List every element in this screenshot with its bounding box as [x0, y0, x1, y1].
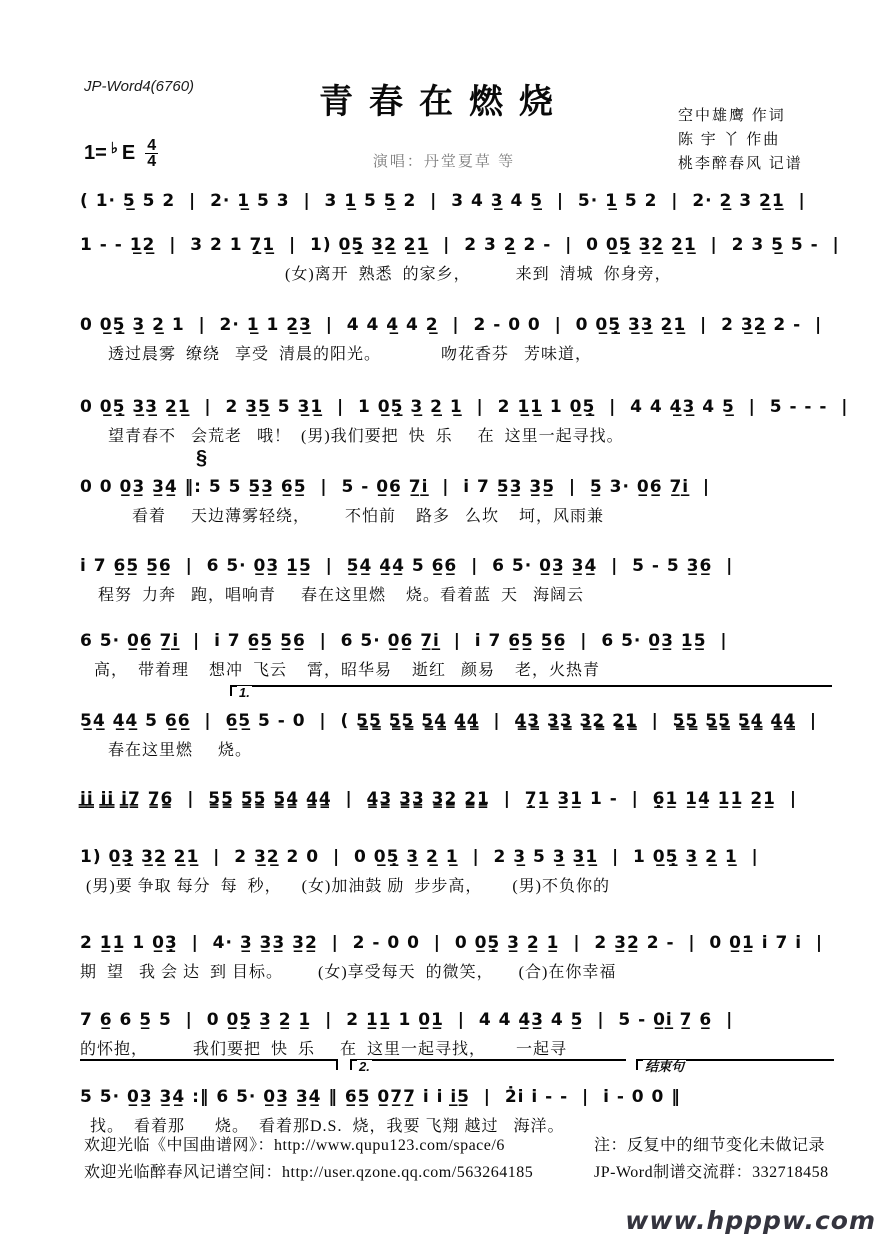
key-signature — [84, 138, 158, 169]
key-tonic: E — [121, 142, 136, 164]
music-system — [80, 844, 836, 898]
lyrics-line: 的怀抱， 我们要把 快 乐 在 这里一起寻找， 一起寻 — [80, 1041, 568, 1058]
notation-line: 2 1̲1̲ 1 0̲3̣̲ | 4· 3̲ 3̲3̲ 3̲2̲ | 2 - 0 0 | 0 0̲5̣̲ 3̲ 2̲ 1̲ | 2 3̲2̲ 2 - | 0 0̲1̲ i 7 i | — [80, 933, 824, 953]
time-signature — [145, 138, 158, 169]
music-system — [80, 553, 836, 607]
lyricist-credit: 空中雄鹰 作词 — [678, 108, 786, 124]
lyrics-line: (男)要 争取 每分 每 秒， (女)加油鼓 励 步步高， (男)不负你的 — [86, 878, 610, 895]
music-system — [80, 1007, 836, 1061]
lyrics-line: 程努 力奔 跑，唱响青 春在这里燃 烧。看着蓝 天 海阔云 — [98, 587, 585, 604]
music-system — [80, 786, 836, 812]
music-system — [80, 188, 836, 214]
notation-line: i 7 6̲5̲ 5̲6̲ | 6 5· 0̲3̲ 1̲5̲ | 5̲4̲ 4̲4̲ 5 6̲6̲ | 6 5· 0̲3̲ 3̲4̲ | 5 - 5 3̲6̲ | — [80, 556, 734, 576]
notation-line: 1 - - 1̲2̲ | 3 2 1 7̣̲1̲ | 1) 0̲5̣̲ 3̲2̲ 2̲1̲ | 2 3 2̲ 2 - | 0 0̲5̣̲ 3̲2̲ 2̲1̲ | 2 3 5̲ 5 - | — [80, 235, 840, 255]
music-system — [80, 685, 836, 762]
lyrics-line: 透过晨雾 缭绕 享受 清晨的阳光。 吻花香芬 芳味道， — [108, 346, 593, 363]
key-prefix: 1= — [84, 142, 107, 164]
meter-denominator: 4 — [147, 153, 157, 170]
lyrics-line: 望青春不 会荒老 哦！ (男)我们要把 快 乐 在 这里一起寻找。 — [108, 428, 624, 445]
first-ending-label: 1. — [239, 685, 250, 700]
site-link-line: 欢迎光临《中国曲谱网》：http://www.qupu123.com/space/6 — [84, 1137, 505, 1154]
music-system — [80, 447, 836, 528]
composer-credit: 陈 宇 丫 作曲 — [678, 132, 781, 148]
credits-block — [678, 104, 803, 176]
lyrics-line: (女)离开 熟悉 的家乡， 来到 清城 你身旁， — [285, 266, 672, 283]
notation-line: 0 0̲5̣̲ 3̲3̲ 2̲1̲ | 2 3̲5̲ 5 3̲1̲ | 1 0̲5̣̲ 3̲ 2̲ 1̲ | 2 1̲1̲ 1 0̲5̣̲ | 4 4 4̲3̲ 4 5̲ | 5 - - - | — [80, 397, 849, 417]
lyrics-line: 期 望 我 会 达 到 目标。 (女)享受每天 的微笑， (合)在你幸福 — [80, 964, 617, 981]
song-title: 青春在燃烧 — [319, 84, 569, 121]
second-ending-label: 2. — [359, 1059, 370, 1074]
notation-line: 6 5· 0̲6̲ 7̲i̲ | i 7 6̲5̲ 5̲6̲ | 6 5· 0̲6̲ 7̲i̲ | i 7 6̲5̲ 5̲6̲ | 6 5· 0̲3̲ 1̲5̲ | — [80, 631, 728, 651]
footer-left-block — [84, 1132, 533, 1186]
bracket-tick — [336, 1059, 338, 1070]
music-system — [80, 312, 836, 366]
bracket-tick — [350, 1059, 352, 1070]
music-system — [80, 1059, 836, 1138]
music-system — [80, 232, 840, 286]
music-system — [80, 394, 849, 448]
performer-line: 演唱：丹堂夏草 等 — [372, 153, 516, 170]
music-system — [80, 930, 836, 984]
first-ending-continuation-bracket — [80, 1059, 338, 1073]
transcriber-credit: 桃李醉春风 记谱 — [678, 156, 803, 172]
notation-line: 0 0̲5̣̲ 3̲ 2̲ 1 | 2· 1̲ 1 2̲3̲ | 4 4 4̲ 4 2̲ | 2 - 0 0 | 0 0̲5̣̲ 3̲3̲ 2̲1̲ | 2 3̲2̲ 2 - | — [80, 315, 823, 335]
app-version-label: JP-Word4(6760) — [84, 78, 195, 95]
lyrics-line: 看着 天边薄雾轻绕， 不怕前 路多 么坎 坷，风雨兼 — [132, 508, 605, 525]
notation-line: 5̲4̲ 4̲4̲ 5 6̲6̲ | 6̲5̲ 5 - 0 | ( 5̳5̳ 5̳5̳ 5̳4̳ 4̳4̳ | 4̳3̳ 3̳3̳ 3̳2̳ 2̳1̳ | 5̳5̳ 5̳5̳ 5̳4̳ 4̳4̳ | — [80, 711, 818, 731]
notation-line: 1) 0̲3̣̲ 3̲2̲ 2̲1̲ | 2 3̲2̲ 2 0 | 0 0̲5̣̲ 3̲ 2̲ 1̲ | 2 3̲ 5 3̲ 3̲1̲ | 1 0̲5̣̲ 3̲ 2̲ 1̲ | — [80, 847, 759, 867]
first-ending-bracket — [230, 685, 832, 699]
qq-group-line: JP-Word制谱交流群：332718458 — [594, 1164, 829, 1181]
meter-numerator: 4 — [147, 137, 157, 154]
notation-line: 5 5· 0̲3̲ 3̲4̲ :‖ 6 5· 0̲3̲ 3̲4̲ ‖ 6̲5̲ 0̲7̲7̲ i i i̲5̲ | 2̇i i - - | i - 0 0 ‖ — [80, 1087, 681, 1107]
footer-right-block — [594, 1132, 829, 1186]
segno-icon: § — [196, 447, 208, 469]
lyrics-line: 找。 看着那 烧。 看着那D.S. 烧，我要 飞翔 越过 海洋。 — [90, 1118, 565, 1135]
lyrics-line: 高， 带着理 想冲 飞云 霄，昭华易 逝红 颜易 老，火热青 — [94, 662, 601, 679]
notation-line: 7 6̲ 6 5̲ 5 | 0 0̲5̣̲ 3̲ 2̲ 1̲ | 2 1̲1̲ 1 0̲1̲ | 4 4 4̲3̲ 4 5̲ | 5 - 0̲i̲ 7̲ 6̲ | — [80, 1010, 734, 1030]
ending-phrase-label: 结束句 — [645, 1059, 685, 1074]
notation-line: i̳i̳ i̳i̳ i̳7̳ 7̳6̳ | 5̳5̳ 5̳5̳ 5̳4̳ 4̳4̳ | 4̳3̳ 3̳3̳ 3̳2̳ 2̳1̳ | 7̣̲1̲ 3̲1̲ 1 - | 6̣̲1̲ 1̲4̲ 1̲1̲ 2̲1̲ | — [80, 789, 798, 809]
note-line: 注：反复中的细节变化未做记录 — [594, 1137, 826, 1154]
coda-ending-bracket — [636, 1059, 834, 1073]
qzone-link-line: 欢迎光临醉春风记谱空间：http://user.qzone.qq.com/563264185 — [84, 1164, 534, 1181]
bracket-tick — [636, 1059, 638, 1070]
watermark-url: www.hpppw.com — [625, 1206, 876, 1235]
lyrics-line: 春在这里燃 烧。 — [108, 742, 253, 759]
second-ending-bracket — [350, 1059, 626, 1073]
flat-icon: ♭ — [110, 139, 118, 157]
notation-line: ( 1· 5̲ 5 2 | 2· 1̲ 5 3 | 3 1̲ 5 5̲ 2 | 3 4 3̲ 4 5̲ | 5· 1̲ 5 2 | 2· 2̲ 3 2̲1̲ | — [80, 191, 806, 211]
notation-line: 0 0 0̲3̲ 3̲4̲ ‖: 5 5 5̲3̲ 6̲5̲ | 5 - 0̲6̲ 7̲i̲ | i 7 5̲3̲ 3̲5̲ | 5̲ 3· 0̲6̲ 7̲i̲ | — [80, 477, 711, 497]
bracket-tick — [230, 685, 232, 696]
music-system — [80, 628, 836, 682]
